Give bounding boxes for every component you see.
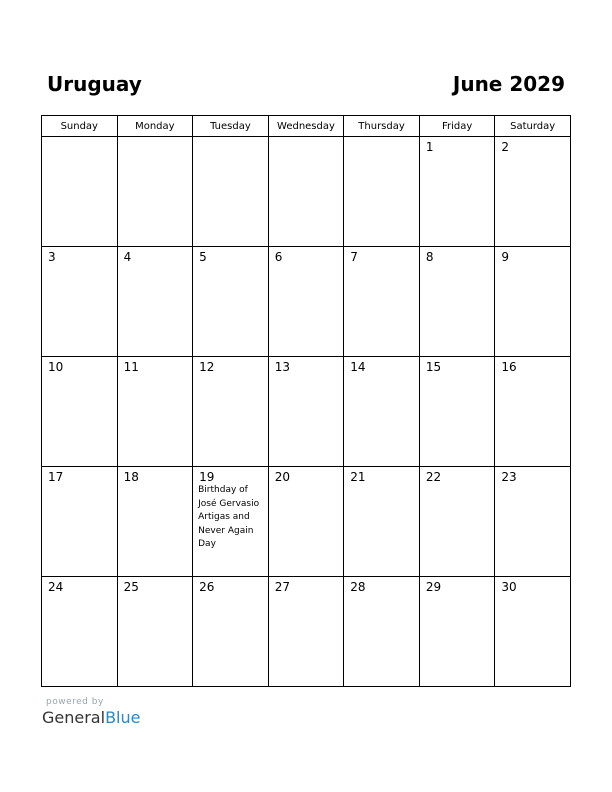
day-number: 15 [425,360,442,374]
day-cell [419,137,495,247]
day-number: 20 [274,470,290,484]
day-cell [117,467,193,577]
day-number: 19 [199,470,215,484]
day-cell [419,357,495,467]
day-number: 9 [501,250,510,264]
day-number: 26 [199,580,215,594]
day-number: 14 [350,360,366,374]
day-number [42,137,117,140]
day-number: 24 [48,580,64,594]
day-number: 10 [48,360,64,374]
day-cell [268,357,344,467]
country-title: Uruguay [47,72,142,96]
day-cell [419,247,495,357]
day-cell [193,467,269,577]
day-cell [268,577,344,687]
day-number: 12 [199,360,215,374]
day-cell [117,137,193,247]
month-title: June 2029 [452,72,565,96]
day-cell [344,577,420,687]
day-cell [117,577,193,687]
day-number: 23 [501,470,517,484]
calendar-header [41,70,571,100]
day-cell [495,467,571,577]
day-cell [268,467,344,577]
month-calendar-grid [41,115,571,687]
day-cell [42,247,118,357]
day-number: 8 [425,250,434,264]
day-cell [419,577,495,687]
day-number: 17 [48,470,64,484]
week-row-5 [42,577,571,687]
day-cell [495,137,571,247]
day-cell [42,577,118,687]
day-number: 6 [274,250,283,264]
day-number [269,137,344,140]
day-number: 18 [123,470,139,484]
day-number [344,137,419,140]
day-number: 16 [501,360,517,374]
day-cell [193,577,269,687]
day-number: 30 [501,580,517,594]
day-number: 28 [350,580,366,594]
generalblue-logo[interactable] [42,708,140,728]
day-cell [117,357,193,467]
day-cell [419,467,495,577]
week-row-2 [42,247,571,357]
weekday-header-sunday: Sunday [42,116,118,137]
day-number: 13 [274,360,290,374]
day-cell [495,577,571,687]
day-number [118,137,193,140]
day-cell [42,357,118,467]
day-number: 1 [425,140,434,154]
weekday-header-monday: Monday [117,116,193,137]
weekday-header-saturday: Saturday [495,116,571,137]
day-number: 21 [350,470,366,484]
day-number: 7 [350,250,358,264]
brand-blue-text: Blue [105,708,141,727]
weekday-header-friday: Friday [419,116,495,137]
day-number: 27 [274,580,290,594]
week-row-1 [42,137,571,247]
weekday-header-wednesday: Wednesday [268,116,344,137]
day-cell [344,467,420,577]
day-cell [117,247,193,357]
day-cell [42,467,118,577]
day-cell [193,357,269,467]
day-number: 3 [48,250,56,264]
day-number: 22 [425,470,442,484]
day-number [193,137,268,140]
day-cell [193,247,269,357]
holiday-label: Birthday of José Gervasio Artigas and Never Again Day [198,485,260,550]
powered-by-footer [42,697,182,731]
powered-by-label: powered by [46,697,104,707]
day-number: 2 [501,140,510,154]
weekday-header-tuesday: Tuesday [193,116,269,137]
weekday-header-row [42,116,571,137]
day-cell [268,247,344,357]
brand-general-text: General [42,708,106,727]
day-cell [495,247,571,357]
day-cell [344,137,420,247]
weekday-header-thursday: Thursday [344,116,420,137]
day-cell [268,137,344,247]
day-cell [193,137,269,247]
week-row-3 [42,357,571,467]
day-cell [344,357,420,467]
day-number: 25 [123,580,139,594]
day-number: 5 [199,250,207,264]
day-cell [495,357,571,467]
day-number: 11 [123,360,139,374]
day-number: 29 [425,580,442,594]
day-cell [42,137,118,247]
week-row-4 [42,467,571,577]
day-cell [344,247,420,357]
day-number: 4 [123,250,132,264]
